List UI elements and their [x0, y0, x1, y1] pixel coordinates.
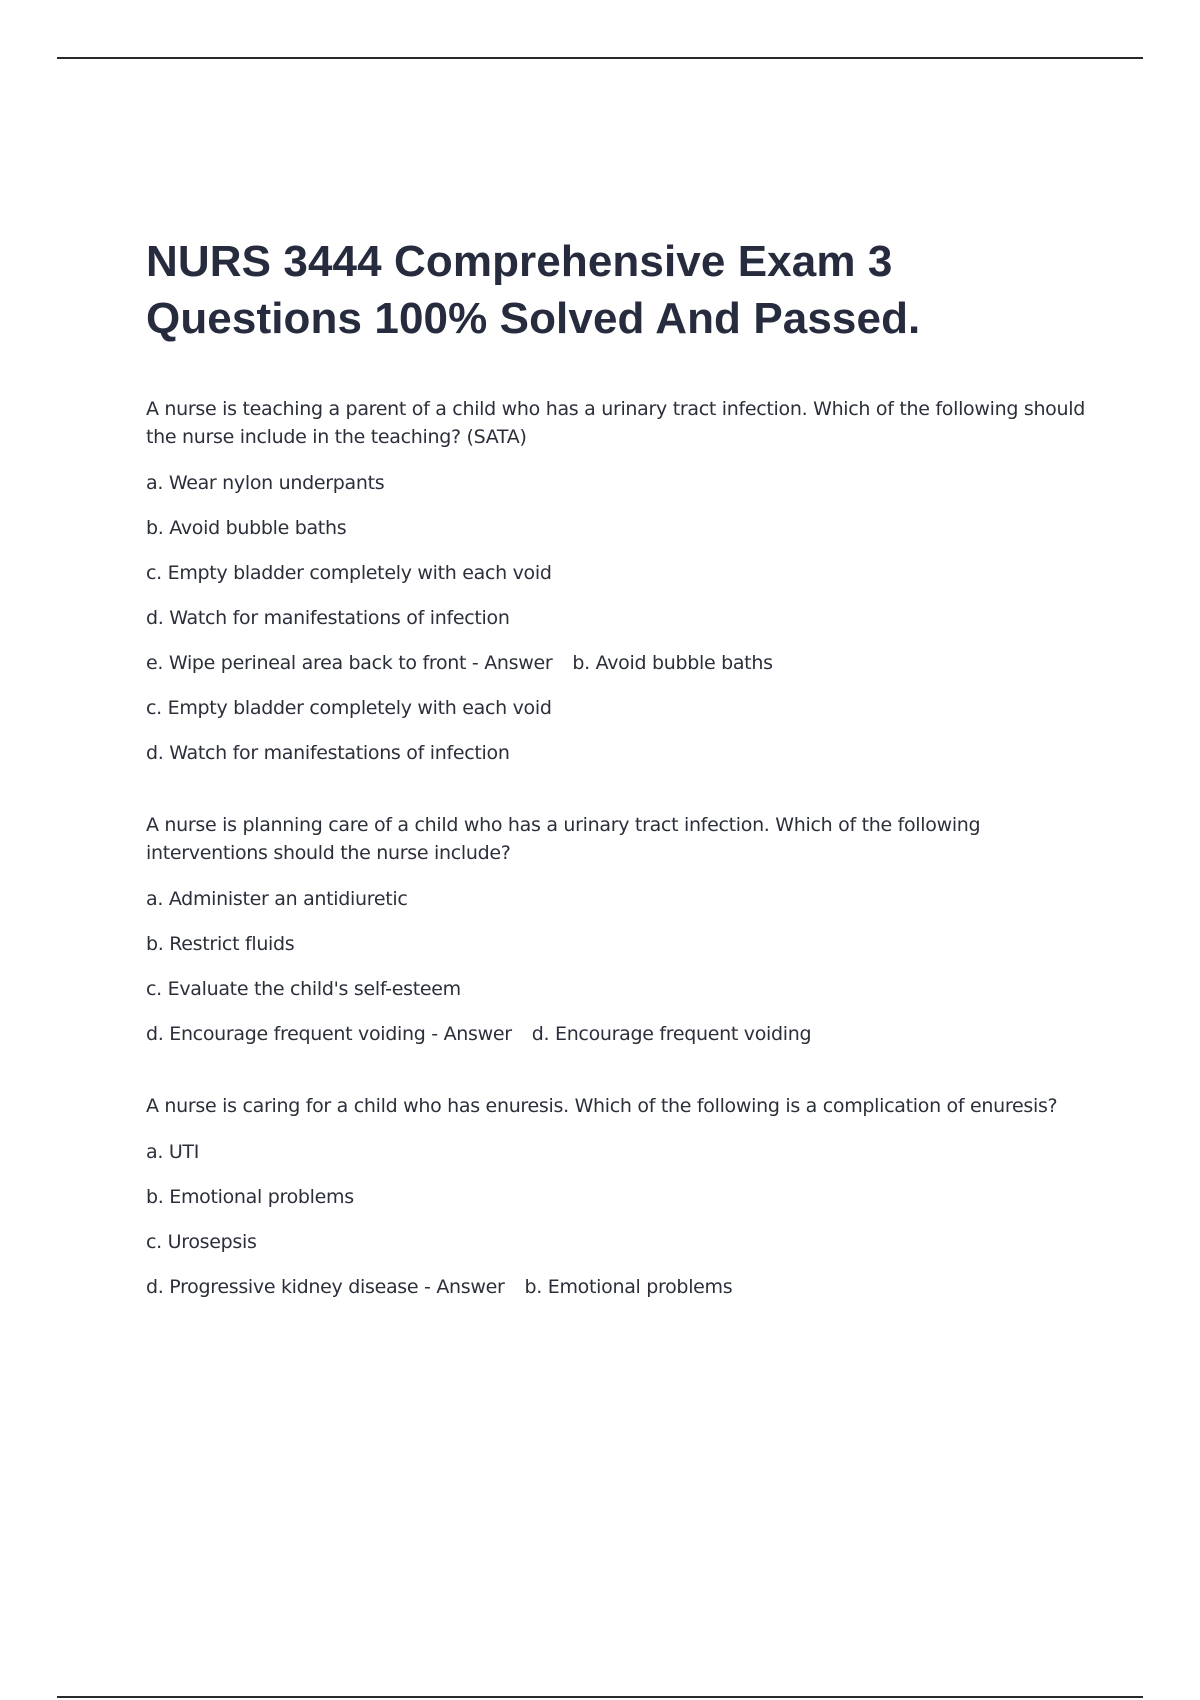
option-item: b. Avoid bubble baths: [146, 517, 347, 539]
question-text: A nurse is teaching a parent of a child who has a urinary tract infection. Which of the following should the nurse include in the teaching? (SATA): [146, 398, 1085, 448]
document-page: [146, 233, 1096, 1345]
option-item: b. Emotional problems: [146, 1186, 354, 1208]
question-block-1: [146, 395, 1096, 767]
answer-line: [146, 1020, 1096, 1048]
option-item: c. Empty bladder completely with each void: [146, 562, 552, 584]
question-text: A nurse is caring for a child who has enuresis. Which of the following is a complication of enuresis?: [146, 1095, 1058, 1117]
document-title: NURS 3444 Comprehensive Exam 3 Questions 100% Solved And Passed.: [146, 237, 921, 343]
answer-text: b. Avoid bubble baths: [572, 652, 773, 674]
question-list: [146, 395, 1096, 1301]
footer-rule: [57, 1696, 1143, 1698]
answer-text: d. Encourage frequent voiding: [531, 1023, 812, 1045]
answer-continuation: d. Watch for manifestations of infection: [146, 742, 510, 764]
option-item: a. UTI: [146, 1141, 200, 1163]
option-item: b. Restrict fluids: [146, 933, 295, 955]
option-item: e. Wipe perineal area back to front - Answer: [146, 652, 553, 674]
question-block-2: [146, 811, 1096, 1048]
question-block-3: [146, 1092, 1096, 1301]
header-rule: [57, 57, 1143, 59]
option-item: a. Wear nylon underpants: [146, 472, 385, 494]
option-item: d. Progressive kidney disease - Answer: [146, 1276, 505, 1298]
answer-line: [146, 649, 1096, 677]
option-item: d. Encourage frequent voiding - Answer: [146, 1023, 512, 1045]
question-text: A nurse is planning care of a child who has a urinary tract infection. Which of the following interventions should the nurse include?: [146, 814, 981, 864]
answer-text: b. Emotional problems: [524, 1276, 733, 1298]
option-item: a. Administer an antidiuretic: [146, 888, 408, 910]
answer-continuation: c. Empty bladder completely with each void: [146, 697, 552, 719]
option-item: d. Watch for manifestations of infection: [146, 607, 510, 629]
option-item: c. Urosepsis: [146, 1231, 257, 1253]
option-item: c. Evaluate the child's self-esteem: [146, 978, 461, 1000]
answer-line: [146, 1273, 1096, 1301]
